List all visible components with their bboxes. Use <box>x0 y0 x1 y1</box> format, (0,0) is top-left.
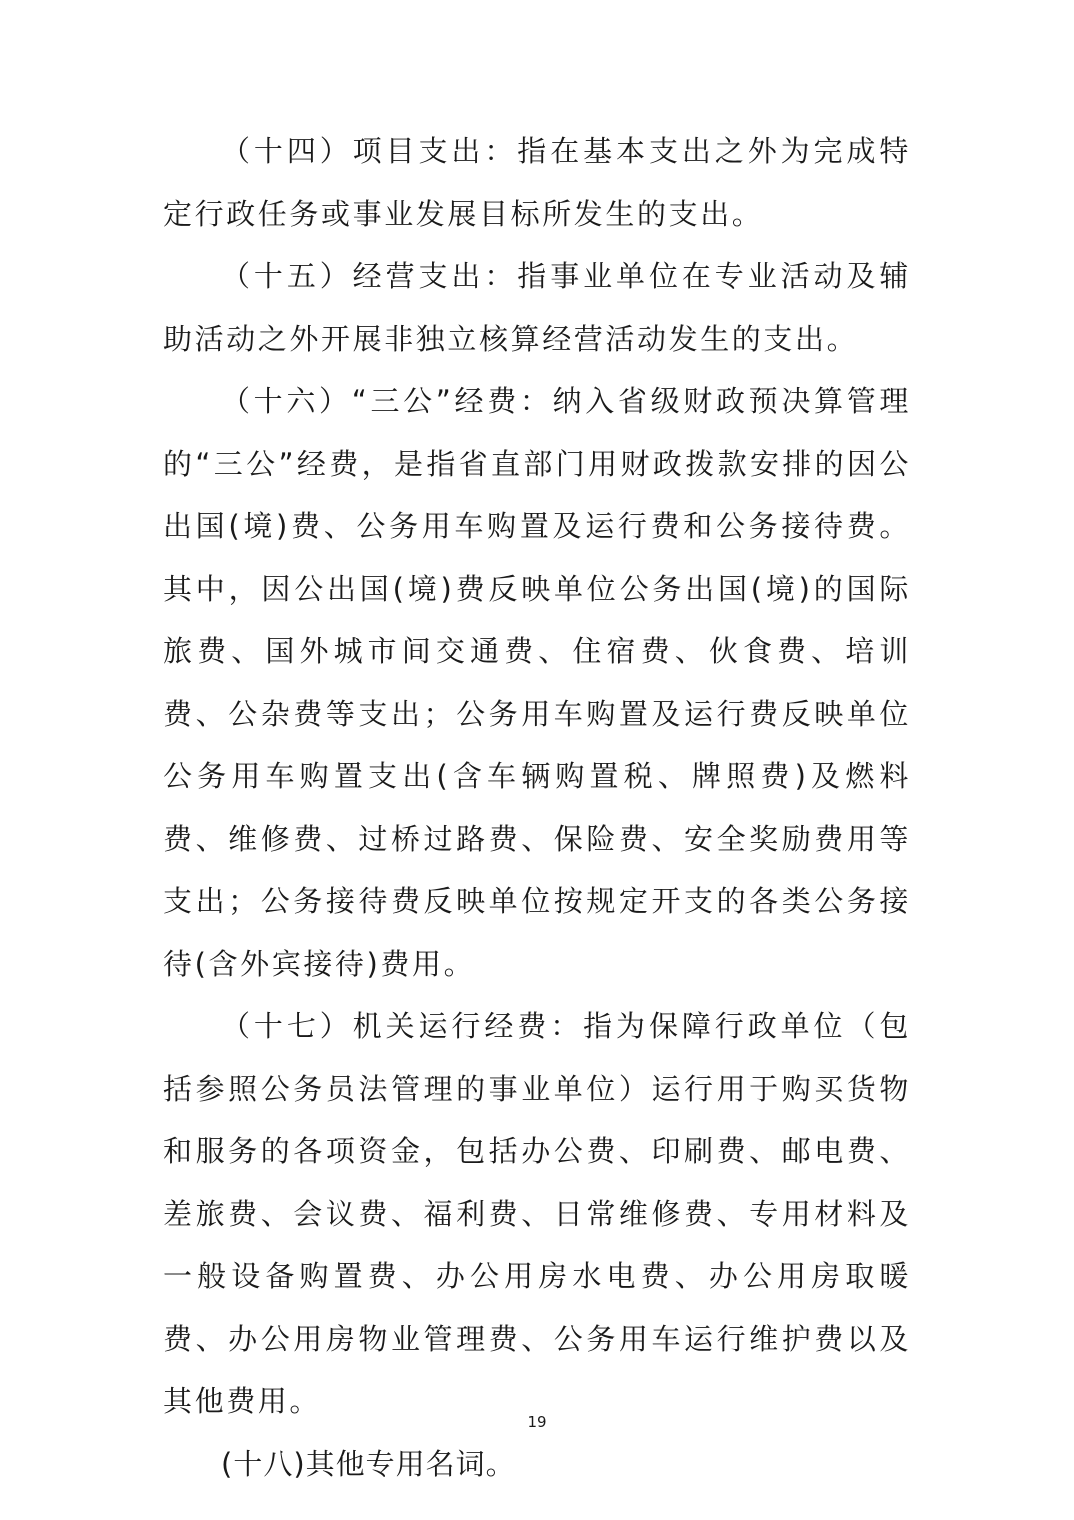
paragraph-agency-operating-funds: （十七）机关运行经费：指为保障行政单位（包括参照公务员法管理的事业单位）运行用于购买货物和服务的各项资金，包括办公费、印刷费、邮电费、差旅费、会议费、福利费、日常维修费、专用材料及一般设备购置费、办公用房水电费、办公用房取暖费、办公用房物业管理费、公务用车运行维护费以及其他费用。 <box>163 1009 911 1418</box>
paragraph-operating-expenditure: （十五）经营支出：指事业单位在专业活动及辅助活动之外开展非独立核算经营活动发生的支出。 <box>163 259 911 356</box>
page-number: 19 <box>527 1413 547 1431</box>
paragraph-other-terms: (十八)其他专用名词。 <box>221 1446 516 1481</box>
paragraph-project-expenditure: （十四）项目支出：指在基本支出之外为完成特定行政任务或事业发展目标所发生的支出。 <box>163 134 911 231</box>
document-body <box>163 120 911 1495</box>
paragraph-three-public-expenses: （十六）“三公”经费：纳入省级财政预决算管理的“三公”经费，是指省直部门用财政拨款安排的因公出国(境)费、公务用车购置及运行费和公务接待费。其中，因公出国(境)费反映单位公务出国(境)的国际旅费、国外城市间交通费、住宿费、伙食费、培训费、公杂费等支出；公务用车购置及运行费反映单位公务用车购置支出(含车辆购置税、牌照费)及燃料费、维修费、过桥过路费、保险费、安全奖励费用等支出；公务接待费反映单位按规定开支的各类公务接待(含外宾接待)费用。 <box>163 384 911 981</box>
